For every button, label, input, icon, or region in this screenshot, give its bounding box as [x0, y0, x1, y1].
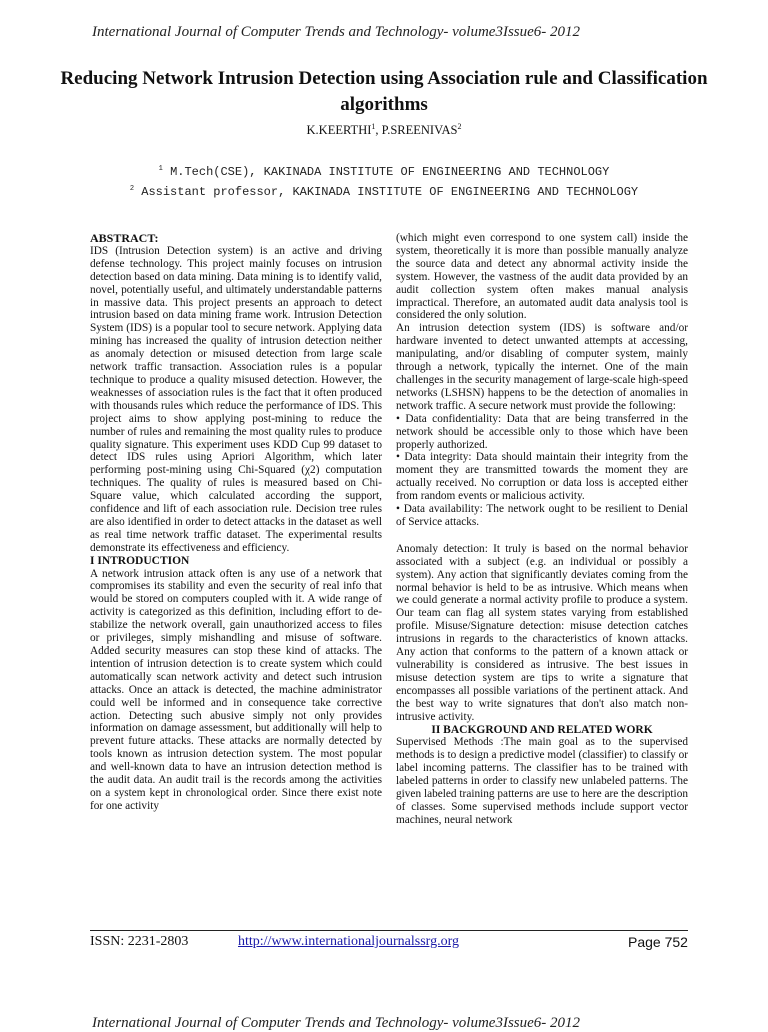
abstract-text: IDS (Intrusion Detection system) is an active and driving defense technology. This project mainly focuses on intrusion detection based on data mining. Data mining is to identify valid, novel, potentially useful, and ultimately understandable patterns in massive data. This project presents an approach to detect intrusion based on data mining frame work. Intrusion Detection System (IDS) is a popular tool to secure network. Applying data mining has increased the quality of intrusion detection neither as anomaly detection or misused detection from large scale network traffic transaction. Association rules is a popular technique to produce a quality misused detection. However, the weaknesses of association rules is the fact that it often produced with thousands rules which reduce the performance of IDS. This project aims to show applying post-mining to reduce the number of rules and remaining the most quality rules to produce quality signature. This experiment uses KDD Cup 99 dataset to detect IDS rules using Apriori Algorithm, which later performing post-mining using Chi-Squared (χ2) computation techniques. The quality of rules is measured based on Chi- Square value, which calculated according the support, confidence and lift of each association rule. Decision tree rules are also identified in order to detect attacks in the dataset as well as real time network traffic dataset. The experimental results demonstrate its effectiveness and efficiency.: [90, 244, 382, 554]
footer-page-number: Page 752: [628, 934, 688, 950]
footer-website-link[interactable]: http://www.internationaljournalssrg.org: [238, 934, 459, 949]
author-separator: ,: [375, 123, 382, 138]
introduction-text: A network intrusion attack often is any use of a network that compromises its stability and even the security of real info that would be stored on computers coupled with it. A wide range of activity is categorized as this definition, including effort to de-stabilize the network overall, gain unauthorized access to files or privileges, simply mishandling and misuse of software. Added security measures can stop these kind of attacks. The intention of intrusion detection is to create system which could automatically scan network activity and detect such intrusion attacks. Once an attack is detected, the machine administrator could well be informed and in consequence take corrective action. Detecting such abusive simply not only provides information on damage assessment, but additionally will help to prevent future attacks. These attacks are normally detected by tools known as intrusion detection system. The most popular and well-known data to have an intrusion detection method is the audit data. An audit trail is the records among the activities on a system kept in chronological order. Since there exist note for one activity: [90, 567, 382, 812]
paper-title: Reducing Network Intrusion Detection using Association rule and Classification algorithms: [60, 68, 708, 115]
affiliation-2: [0, 185, 768, 199]
authors: [0, 122, 768, 138]
affiliation-2-text: Assistant professor, KAKINADA INSTITUTE OF ENGINEERING AND TECHNOLOGY: [141, 185, 639, 199]
journal-header: International Journal of Computer Trends and Technology- volume3Issue6- 2012: [92, 24, 581, 40]
footer-divider: [90, 930, 688, 931]
affiliation-1: [0, 165, 768, 179]
intro-continued-paragraph: (which might even correspond to one system call) inside the system, theoretically it is more than possible manually analyze the source data and detect any abnormal activity inside the system. However, the vastness of the audit data provided by an audit collection system often makes manual analysis impractical. Therefore, an automated audit data analysis tool is considered the only solution.: [396, 232, 688, 322]
affiliation-1-text: M.Tech(CSE), KAKINADA INSTITUTE OF ENGINEERING AND TECHNOLOGY: [170, 165, 610, 179]
anomaly-detection-paragraph: Anomaly detection: It truly is based on the normal behavior associated with a subject (e.g. an individual or possibly a system). Any action that significantly deviates coming from the normal behavior is held to be as intrusive. Which means when we could generate a normal activity profile to produce a system. Our team can flag all system states varying from established profile. Misuse/Signature detection: misuse detection catches intrusions in regards to the characteristics of known attacks. Any action that conforms to the pattern of a known attack or vulnerability is considered as intrusive. The best issues in misuse detection system are tips to write a signature that encompasses all possible variations of the pertinent attack. And the best way to write signatures that don't also match non-intrusive activity.: [396, 542, 688, 723]
author-2-affil-mark: 2: [457, 122, 462, 131]
supervised-methods-paragraph: Supervised Methods :The main goal as to the supervised methods is to design a predictive model (classifier) to classify or label incoming patterns. The classifier has to be trained with labeled patterns in order to classify new unlabeled patterns. The given labeled training patterns are use to here are the description of classes. Some supervised methods include support vector machines, neural network: [396, 736, 688, 826]
author-2: P.SREENIVAS: [381, 123, 458, 138]
introduction-heading: I INTRODUCTION: [90, 554, 190, 567]
bullet-availability: • Data availability: The network ought to be resilient to Denial of Service attacks.: [396, 503, 688, 528]
bullet-confidentiality: • Data confidentiality: Data that are being transferred in the network should be accessible only to those which have been properly authorized.: [396, 412, 688, 451]
affiliation-1-mark: 1: [158, 165, 163, 173]
ids-definition-paragraph: An intrusion detection system (IDS) is software and/or hardware invented to detect unwanted attempts at accessing, manipulating, and/or disabling of computer system, mainly through a network, typically the internet. One of the main challenges in the security management of large-scale high-speed networks (LSHSN) happens to be the detection of anomalies in network traffic. A secure network must provide the following:: [396, 322, 688, 412]
paragraph-gap: [396, 529, 688, 543]
next-page-header: International Journal of Computer Trends and Technology- volume3Issue6- 2012: [92, 1015, 581, 1031]
left-column: [90, 232, 382, 813]
abstract-heading: ABSTRACT:: [90, 231, 159, 245]
affiliation-2-mark: 2: [129, 185, 135, 193]
footer-issn: ISSN: 2231-2803: [90, 934, 189, 949]
bullet-integrity: • Data integrity: Data should maintain their integrity from the moment they are transmitted towards the moment they are actually received. No corruption or data loss is accepted either from random events or malicious activity.: [396, 451, 688, 503]
background-heading: II BACKGROUND AND RELATED WORK: [431, 723, 653, 736]
author-1-affil-mark: 1: [371, 122, 376, 131]
author-1: K.KEERTHI: [306, 123, 372, 138]
right-column: [396, 232, 688, 827]
